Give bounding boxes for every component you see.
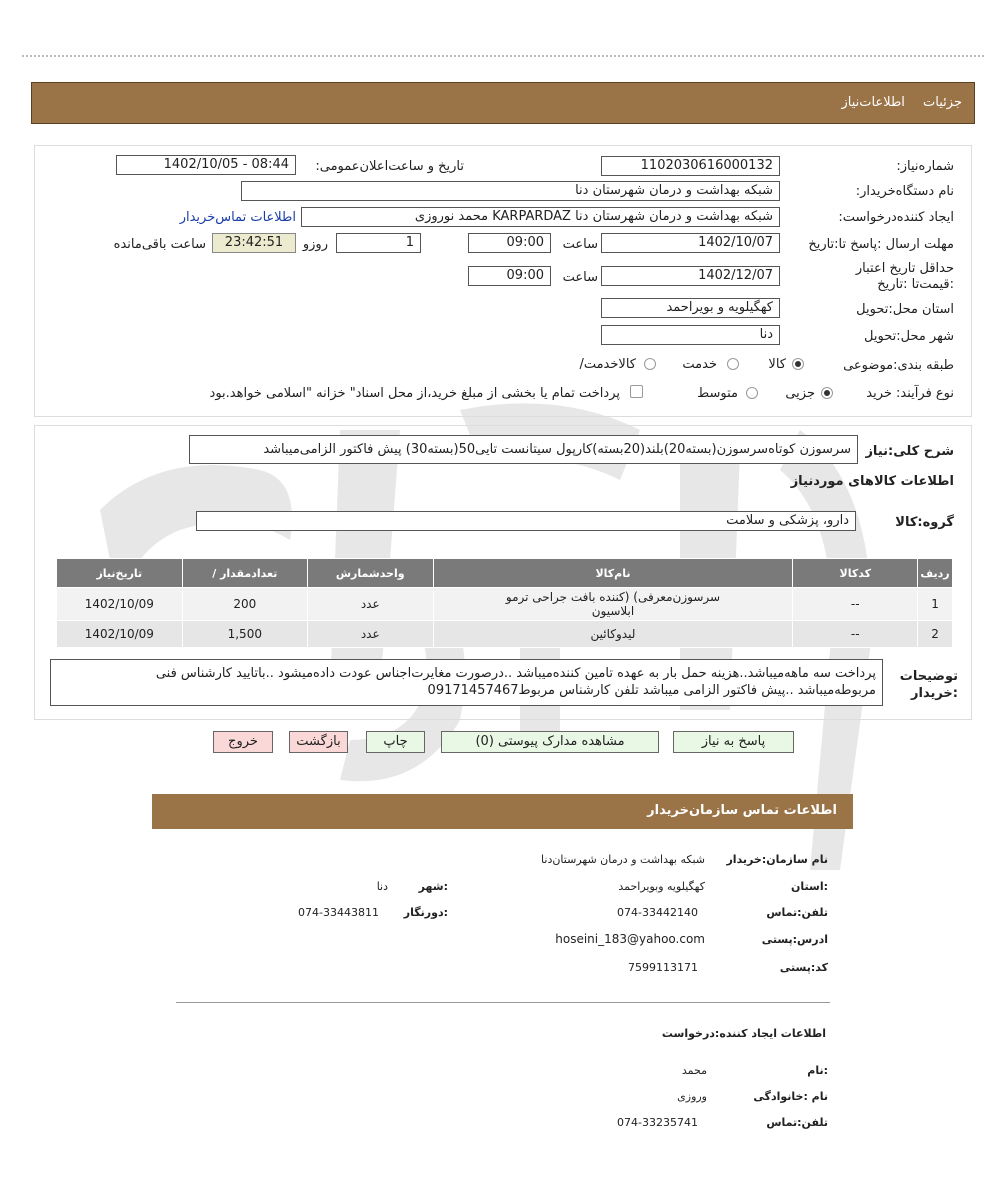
contact-header	[152, 794, 853, 829]
contact-province-label: :استان	[791, 880, 828, 893]
reply-button[interactable]: پاسخ به نیاز	[673, 731, 794, 753]
category-radio-service[interactable]	[727, 358, 739, 370]
col-code: کدکالا	[793, 559, 918, 588]
row-index: 1	[918, 588, 953, 621]
contact-org-label: نام سازمان:خریدار	[726, 853, 828, 866]
validity-time-label: ساعت	[562, 270, 598, 285]
notes-line1: پرداخت سه ماهه‌میباشد..هزینه حمل بار به عهده تامین کننده‌میباشد ..درصورت مغایرت‌اجناس عودت داده‌میشود ..باتایید کارشناس فنی	[155, 666, 876, 681]
process-medium-label: متوسط	[697, 386, 738, 401]
creator-field: شبکه بهداشت و درمان شهرستان دنا KARPARDAZ محمد نوروزی	[301, 207, 780, 227]
buyer-contact-link[interactable]: اطلاعات تماس‌خریدار	[179, 210, 296, 225]
city-label: شهر محل:تحویل	[864, 329, 954, 344]
group-label: گروه:کالا	[895, 515, 954, 530]
group-field: دارو، پزشکی و سلامت	[196, 511, 856, 531]
row-code: --	[793, 621, 918, 648]
contact-fax-label: :دورنگار	[403, 906, 448, 919]
city-field: دنا	[601, 325, 780, 345]
col-date: تاریخ‌نیاز	[57, 559, 183, 588]
creator-info-heading: اطلاعات ایجاد کننده:درخواست	[661, 1027, 826, 1040]
row-code: --	[793, 588, 918, 621]
need-number-label: شماره‌نیاز:	[896, 159, 954, 174]
row-index: 2	[918, 621, 953, 648]
deadline-date-field: 1402/10/07	[601, 233, 780, 253]
row-unit: عدد	[307, 621, 433, 648]
contact-title: اطلاعات تماس سازمان‌خریدار	[647, 803, 837, 818]
validity-date-field: 1402/12/07	[601, 266, 780, 286]
row-unit: عدد	[307, 588, 433, 621]
row-date: 1402/10/09	[57, 588, 183, 621]
goods-heading: اطلاعات کالاهای موردنیاز	[790, 474, 954, 489]
col-row: ردیف	[918, 559, 953, 588]
creator-family-value: وروزی	[677, 1090, 707, 1103]
contact-postal-label: کد:پستی	[779, 961, 828, 974]
category-goods-label: کالا	[768, 357, 786, 372]
creator-phone-label: تلفن:تماس	[766, 1116, 828, 1129]
tab-details[interactable]: جزئیات	[923, 95, 962, 110]
notes-label-line1: توضیحات	[899, 669, 958, 684]
contact-address-label: ادرس:پستی	[761, 933, 828, 946]
view-attachments-button[interactable]: مشاهده مدارک پیوستی (0)	[441, 731, 659, 753]
contact-phone-label: تلفن:تماس	[766, 906, 828, 919]
validity-label: حداقل تاریخ اعتبار :قیمت‌تا :تاریخ	[855, 261, 954, 292]
days-label: روزو	[302, 237, 328, 252]
buyer-org-label: نام دستگاه‌خریدار:	[855, 184, 954, 199]
row-name-line1: سرسوزن‌معرفی) (کننده بافت جراحی ترمو	[505, 590, 721, 604]
contact-city-label: :شهر	[418, 880, 448, 893]
contact-province-value: کهگیلویه وبویراحمد	[618, 880, 705, 893]
row-qty: 1,500	[182, 621, 307, 648]
creator-phone-value: 074-33235741	[617, 1116, 698, 1129]
tab-need-info[interactable]: اطلاعات‌نیاز	[841, 95, 905, 110]
row-name	[433, 588, 793, 621]
row-qty: 200	[182, 588, 307, 621]
remaining-time-label: ساعت باقی‌مانده	[113, 237, 206, 252]
category-service-label: خدمت	[682, 357, 717, 372]
row-name: لیدوکائین	[433, 621, 793, 648]
validity-time-field: 09:00	[468, 266, 551, 286]
notes-label-line2: :خریدار	[911, 686, 958, 701]
buyer-notes-field	[50, 659, 883, 706]
creator-label: ایجاد کننده‌درخواست:	[838, 210, 954, 225]
col-name: نام‌کالا	[433, 559, 793, 588]
summary-field: سرسوزن کوتاه‌سرسوزن(بسته20)بلند(20بسته)کارپول سیتانست تایی50(بسته30) پیش فاکتور الزامی‌میباشد	[189, 435, 858, 464]
need-number-field: 1102030616000132	[601, 156, 780, 176]
creator-family-label: نام :خانوادگی	[753, 1090, 828, 1103]
province-label: استان محل:تحویل	[856, 302, 954, 317]
exit-button[interactable]: خروج	[213, 731, 273, 753]
top-divider	[22, 55, 984, 57]
creator-name-value: محمد	[681, 1064, 707, 1077]
announce-date-field: 1402/10/05 - 08:44	[116, 155, 296, 175]
notes-label	[900, 668, 958, 702]
col-unit: واحدشمارش	[307, 559, 433, 588]
contact-postal-value: 7599113171	[628, 961, 698, 974]
announce-label: تاریخ و ساعت‌اعلان‌عمومی:	[315, 159, 464, 174]
back-button[interactable]: بازگشت	[289, 731, 348, 753]
category-goods-service-label: کالاخدمت/	[579, 357, 636, 372]
category-radio-goods[interactable]	[792, 358, 804, 370]
contact-city-value: دنا	[376, 880, 388, 893]
process-radio-medium[interactable]	[746, 387, 758, 399]
category-radio-goods-service[interactable]	[644, 358, 656, 370]
contact-phone-value: 074-33442140	[617, 906, 698, 919]
contact-fax-value: 074-33443811	[298, 906, 379, 919]
creator-name-label: :نام	[807, 1064, 828, 1077]
header-bar	[31, 82, 975, 124]
treasury-payment-checkbox[interactable]	[630, 385, 643, 398]
process-radio-minor[interactable]	[821, 387, 833, 399]
deadline-time-field: 09:00	[468, 233, 551, 253]
province-field: کهگیلویه و بویراحمد	[601, 298, 780, 318]
contact-org-value: شبکه بهداشت و درمان شهرستان‌دنا	[541, 853, 705, 866]
table-row	[57, 588, 953, 621]
buyer-org-field: شبکه بهداشت و درمان شهرستان دنا	[241, 181, 780, 201]
treasury-payment-note: پرداخت تمام یا بخشی از مبلغ خرید،از محل اسناد" خزانه "اسلامی خواهد.بود	[209, 386, 620, 401]
process-minor-label: جزیی	[785, 386, 815, 401]
row-name-line2: ابلاسیون	[591, 604, 635, 618]
remaining-time-field: 23:42:51	[212, 233, 296, 253]
row-date: 1402/10/09	[57, 621, 183, 648]
table-row	[57, 621, 953, 648]
category-label: طبقه بندی:موضوعی	[843, 358, 954, 373]
print-button[interactable]: چاپ	[366, 731, 425, 753]
days-field: 1	[336, 233, 421, 253]
summary-label: شرح کلی:نیاز	[865, 444, 954, 459]
contact-divider	[176, 1002, 830, 1003]
col-qty: تعدادمقدار /	[182, 559, 307, 588]
goods-table	[56, 558, 953, 648]
contact-address-value: hoseini_183@yahoo.com	[555, 932, 705, 946]
process-label: نوع فرآیند: خرید	[866, 386, 954, 401]
deadline-label: مهلت ارسال :پاسخ تا:تاریخ	[808, 237, 954, 252]
notes-line2: مربوطه‌میباشد ..پیش فاکتور الزامی میباشد تلفن کارشناس مربوط09171457467	[427, 683, 876, 698]
deadline-time-label: ساعت	[562, 237, 598, 252]
